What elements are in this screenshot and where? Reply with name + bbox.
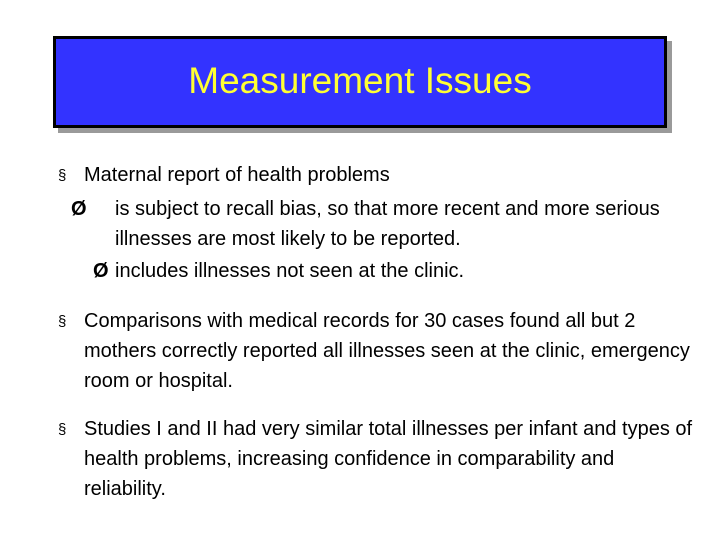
subitem-1-text: is subject to recall bias, so that more recent and more serious illnesses are most likely to be reported. [115, 198, 660, 250]
bullet-marker-icon: § [58, 167, 67, 184]
bullet-marker-icon: § [58, 421, 67, 438]
bullet-2-text: Comparisons with medical records for 30 cases found all but 2 mothers correctly reported all illnesses seen at the clinic, emergency room or hospital. [84, 310, 690, 392]
bullet-3-text: Studies I and II had very similar total illnesses per infant and types of health problems, increasing confidence in comparability and reliability. [84, 418, 693, 500]
bullet-1-text: Maternal report of health problems [84, 164, 390, 186]
arrow-bullet-icon: Ø [71, 198, 87, 220]
subitem-2 [93, 256, 693, 286]
slide-title: Measurement Issues [188, 59, 532, 101]
arrow-bullet-icon: Ø [93, 260, 109, 282]
subitem-2-text: includes illnesses not seen at the clinic. [115, 260, 465, 282]
bullet-marker-icon: § [58, 313, 67, 330]
subitem-1 [71, 194, 715, 254]
